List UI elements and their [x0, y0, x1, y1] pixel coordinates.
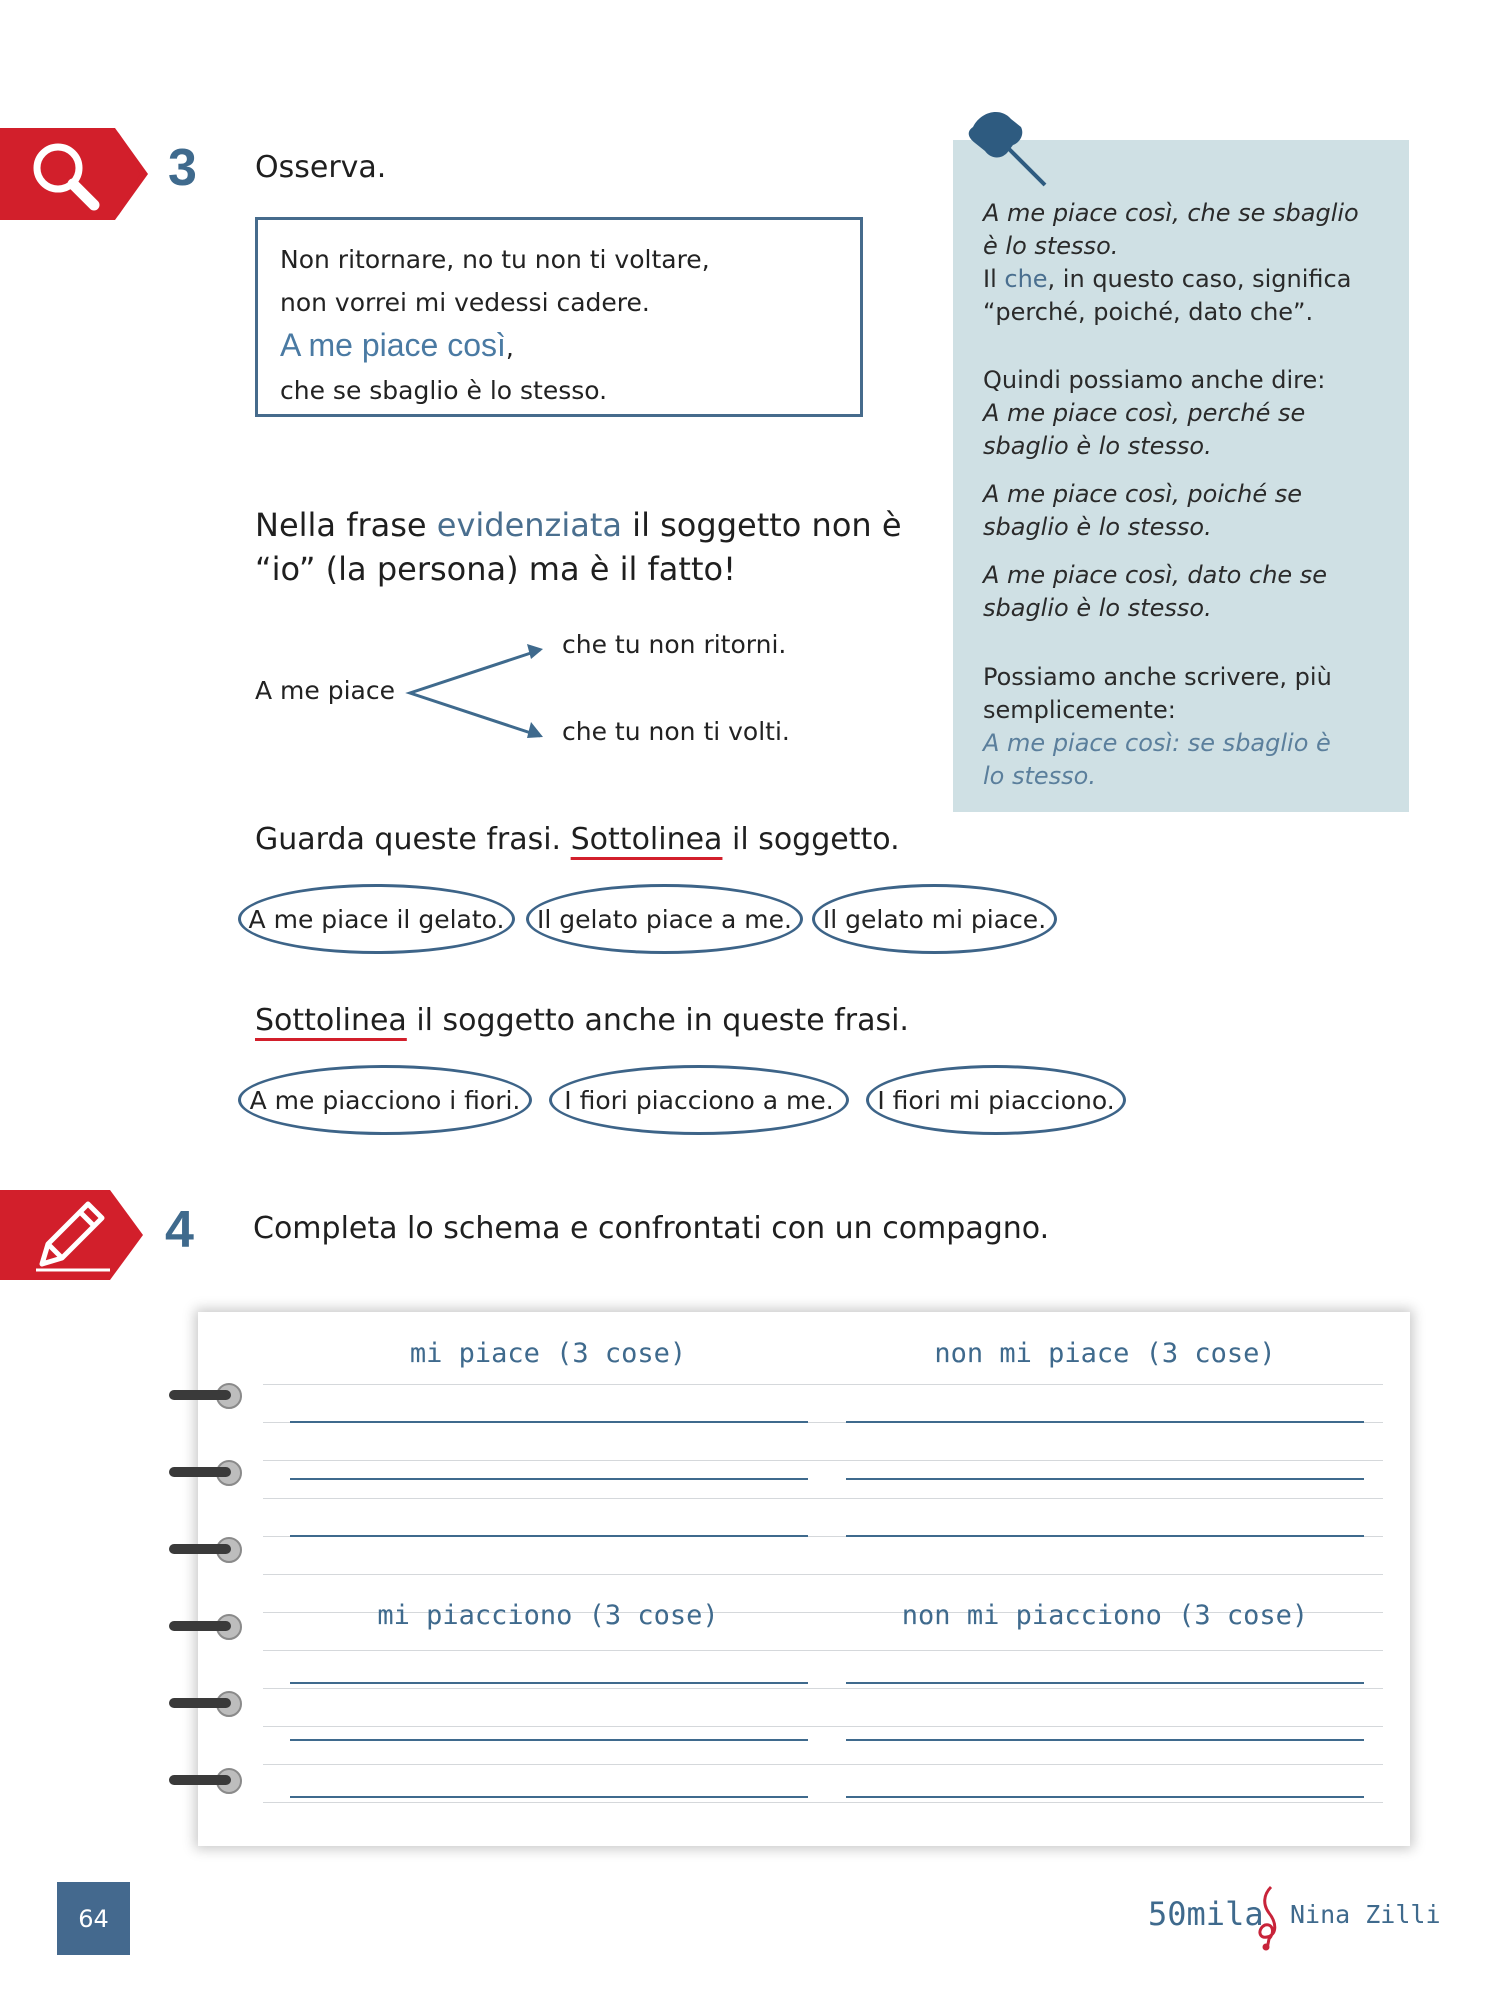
sentence-oval[interactable]: A me piacciono i fiori.: [238, 1065, 532, 1135]
task2-part2: il soggetto anche in queste frasi.: [406, 1003, 909, 1038]
ruled-line: [263, 1650, 1383, 1651]
note-alt-2: [983, 478, 1302, 544]
branch-arrows: [405, 640, 545, 750]
explanation-highlight: evidenziata: [436, 506, 622, 544]
task1-underlined: Sottolinea: [570, 822, 723, 857]
note-expl-a: Il: [983, 265, 1005, 293]
treble-clef-icon: [1255, 1883, 1283, 1953]
note-alt1-l1: A me piace così, perché se: [983, 399, 1306, 427]
quote-line-4: che se sbaglio è lo stesso.: [280, 376, 608, 405]
quote-line-2: non vorrei mi vedessi cadere.: [280, 288, 650, 317]
ruled-line: [263, 1764, 1383, 1765]
diagram-branch-bottom: che tu non ti volti.: [562, 717, 790, 746]
answer-line[interactable]: [290, 1478, 808, 1480]
ruled-line: [263, 1460, 1383, 1461]
notebook-schema: [198, 1312, 1410, 1846]
ruled-line: [263, 1498, 1383, 1499]
note-expl-b: , in questo caso, significa: [1047, 265, 1352, 293]
answer-line[interactable]: [846, 1796, 1364, 1798]
quote-highlight-punct: ,: [505, 333, 514, 362]
note-quote: [983, 197, 1359, 263]
note-alt3-l2: sbaglio è lo stesso.: [983, 594, 1212, 622]
answer-line[interactable]: [846, 1739, 1364, 1741]
note-alt3-l1: A me piace così, dato che se: [983, 561, 1328, 589]
answer-line[interactable]: [846, 1421, 1364, 1423]
ruled-line: [263, 1726, 1383, 1727]
quote-line-1: Non ritornare, no tu non ti voltare,: [280, 245, 710, 274]
note-expl-che: che: [1004, 265, 1048, 293]
note-quote-l1: A me piace così, che se sbaglio: [983, 199, 1359, 227]
sentence-oval[interactable]: I fiori piacciono a me.: [549, 1065, 849, 1135]
answer-line[interactable]: [846, 1682, 1364, 1684]
sentence-oval[interactable]: A me piace il gelato.: [238, 884, 515, 954]
task2-underlined: Sottolinea: [255, 1003, 407, 1038]
spiral-ring: [169, 1615, 241, 1639]
brand-title: 50mila: [1148, 1895, 1264, 1933]
answer-line[interactable]: [290, 1796, 808, 1798]
explanation-part1: Nella frase: [255, 506, 437, 544]
explanation-part2: il soggetto non è: [622, 506, 902, 544]
spiral-ring: [169, 1692, 241, 1716]
note-alt1-l2: sbaglio è lo stesso.: [983, 432, 1212, 460]
pencil-icon: [0, 1190, 145, 1280]
diagram-root: A me piace: [255, 676, 395, 705]
answer-line[interactable]: [290, 1682, 808, 1684]
notebook-spiral: [165, 1370, 245, 1800]
ruled-line: [263, 1574, 1383, 1575]
notebook-heading-mi-piacciono: mi piacciono (3 cose): [377, 1600, 719, 1631]
exercise-4-instruction: Completa lo schema e confrontati con un compagno.: [253, 1211, 1050, 1246]
note-quindi: Quindi possiamo anche dire:: [983, 366, 1326, 394]
sentence-oval[interactable]: I fiori mi piacciono.: [866, 1065, 1126, 1135]
notebook-heading-non-mi-piacciono: non mi piacciono (3 cose): [901, 1600, 1309, 1631]
spiral-ring: [169, 1461, 241, 1485]
ruled-line: [263, 1688, 1383, 1689]
answer-line[interactable]: [846, 1535, 1364, 1537]
page-number: 64: [57, 1882, 130, 1955]
search-section-marker: [0, 128, 150, 224]
lyrics-quote-box: [255, 217, 863, 417]
magnifier-icon: [0, 128, 150, 220]
answer-line[interactable]: [846, 1478, 1364, 1480]
ruled-line: [263, 1802, 1383, 1803]
task-1-instruction: [255, 822, 900, 857]
sentence-oval[interactable]: Il gelato mi piace.: [812, 884, 1057, 954]
pushpin-icon: [963, 105, 1048, 190]
task1-part1: Guarda queste frasi.: [255, 822, 571, 857]
task1-part2: il soggetto.: [722, 822, 900, 857]
note-simple: [983, 661, 1332, 793]
notebook-heading-non-mi-piace: non mi piace (3 cose): [934, 1338, 1276, 1369]
answer-line[interactable]: [290, 1421, 808, 1423]
diagram-branch-top: che tu non ritorni.: [562, 630, 787, 659]
task-2-instruction: [255, 1003, 909, 1038]
note-alt-1: [983, 397, 1305, 463]
answer-line[interactable]: [290, 1739, 808, 1741]
explanation-line2: “io” (la persona) ma è il fatto!: [255, 550, 736, 588]
quote-highlight: A me piace così: [280, 327, 506, 363]
note-quote-l2: è lo stesso.: [983, 232, 1119, 260]
quote-highlight-line: [280, 324, 838, 369]
exercise-3-number: 3: [168, 139, 197, 197]
note-simple-l2: semplicemente:: [983, 696, 1176, 724]
spiral-ring: [169, 1769, 241, 1793]
ruled-line: [263, 1384, 1383, 1385]
note-simple-q2: lo stesso.: [983, 762, 1096, 790]
sentence-oval[interactable]: Il gelato piace a me.: [526, 884, 803, 954]
note-alt-3: [983, 559, 1327, 625]
answer-line[interactable]: [290, 1535, 808, 1537]
note-expl-l2: “perché, poiché, dato che”.: [983, 298, 1314, 326]
note-explanation: [983, 263, 1351, 329]
note-alt2-l2: sbaglio è lo stesso.: [983, 513, 1212, 541]
notebook-heading-mi-piace: mi piace (3 cose): [409, 1338, 687, 1369]
note-simple-q1: A me piace così: se sbaglio è: [983, 729, 1331, 757]
brand-author: Nina Zilli: [1290, 1900, 1441, 1929]
exercise-3-instruction: Osserva.: [255, 150, 387, 185]
note-alt2-l1: A me piace così, poiché se: [983, 480, 1302, 508]
subject-explanation: [255, 503, 902, 591]
note-simple-l1: Possiamo anche scrivere, più: [983, 663, 1332, 691]
spiral-ring: [169, 1538, 241, 1562]
exercise-4-number: 4: [165, 1201, 194, 1259]
spiral-ring: [169, 1384, 241, 1408]
writing-section-marker: [0, 1190, 145, 1284]
